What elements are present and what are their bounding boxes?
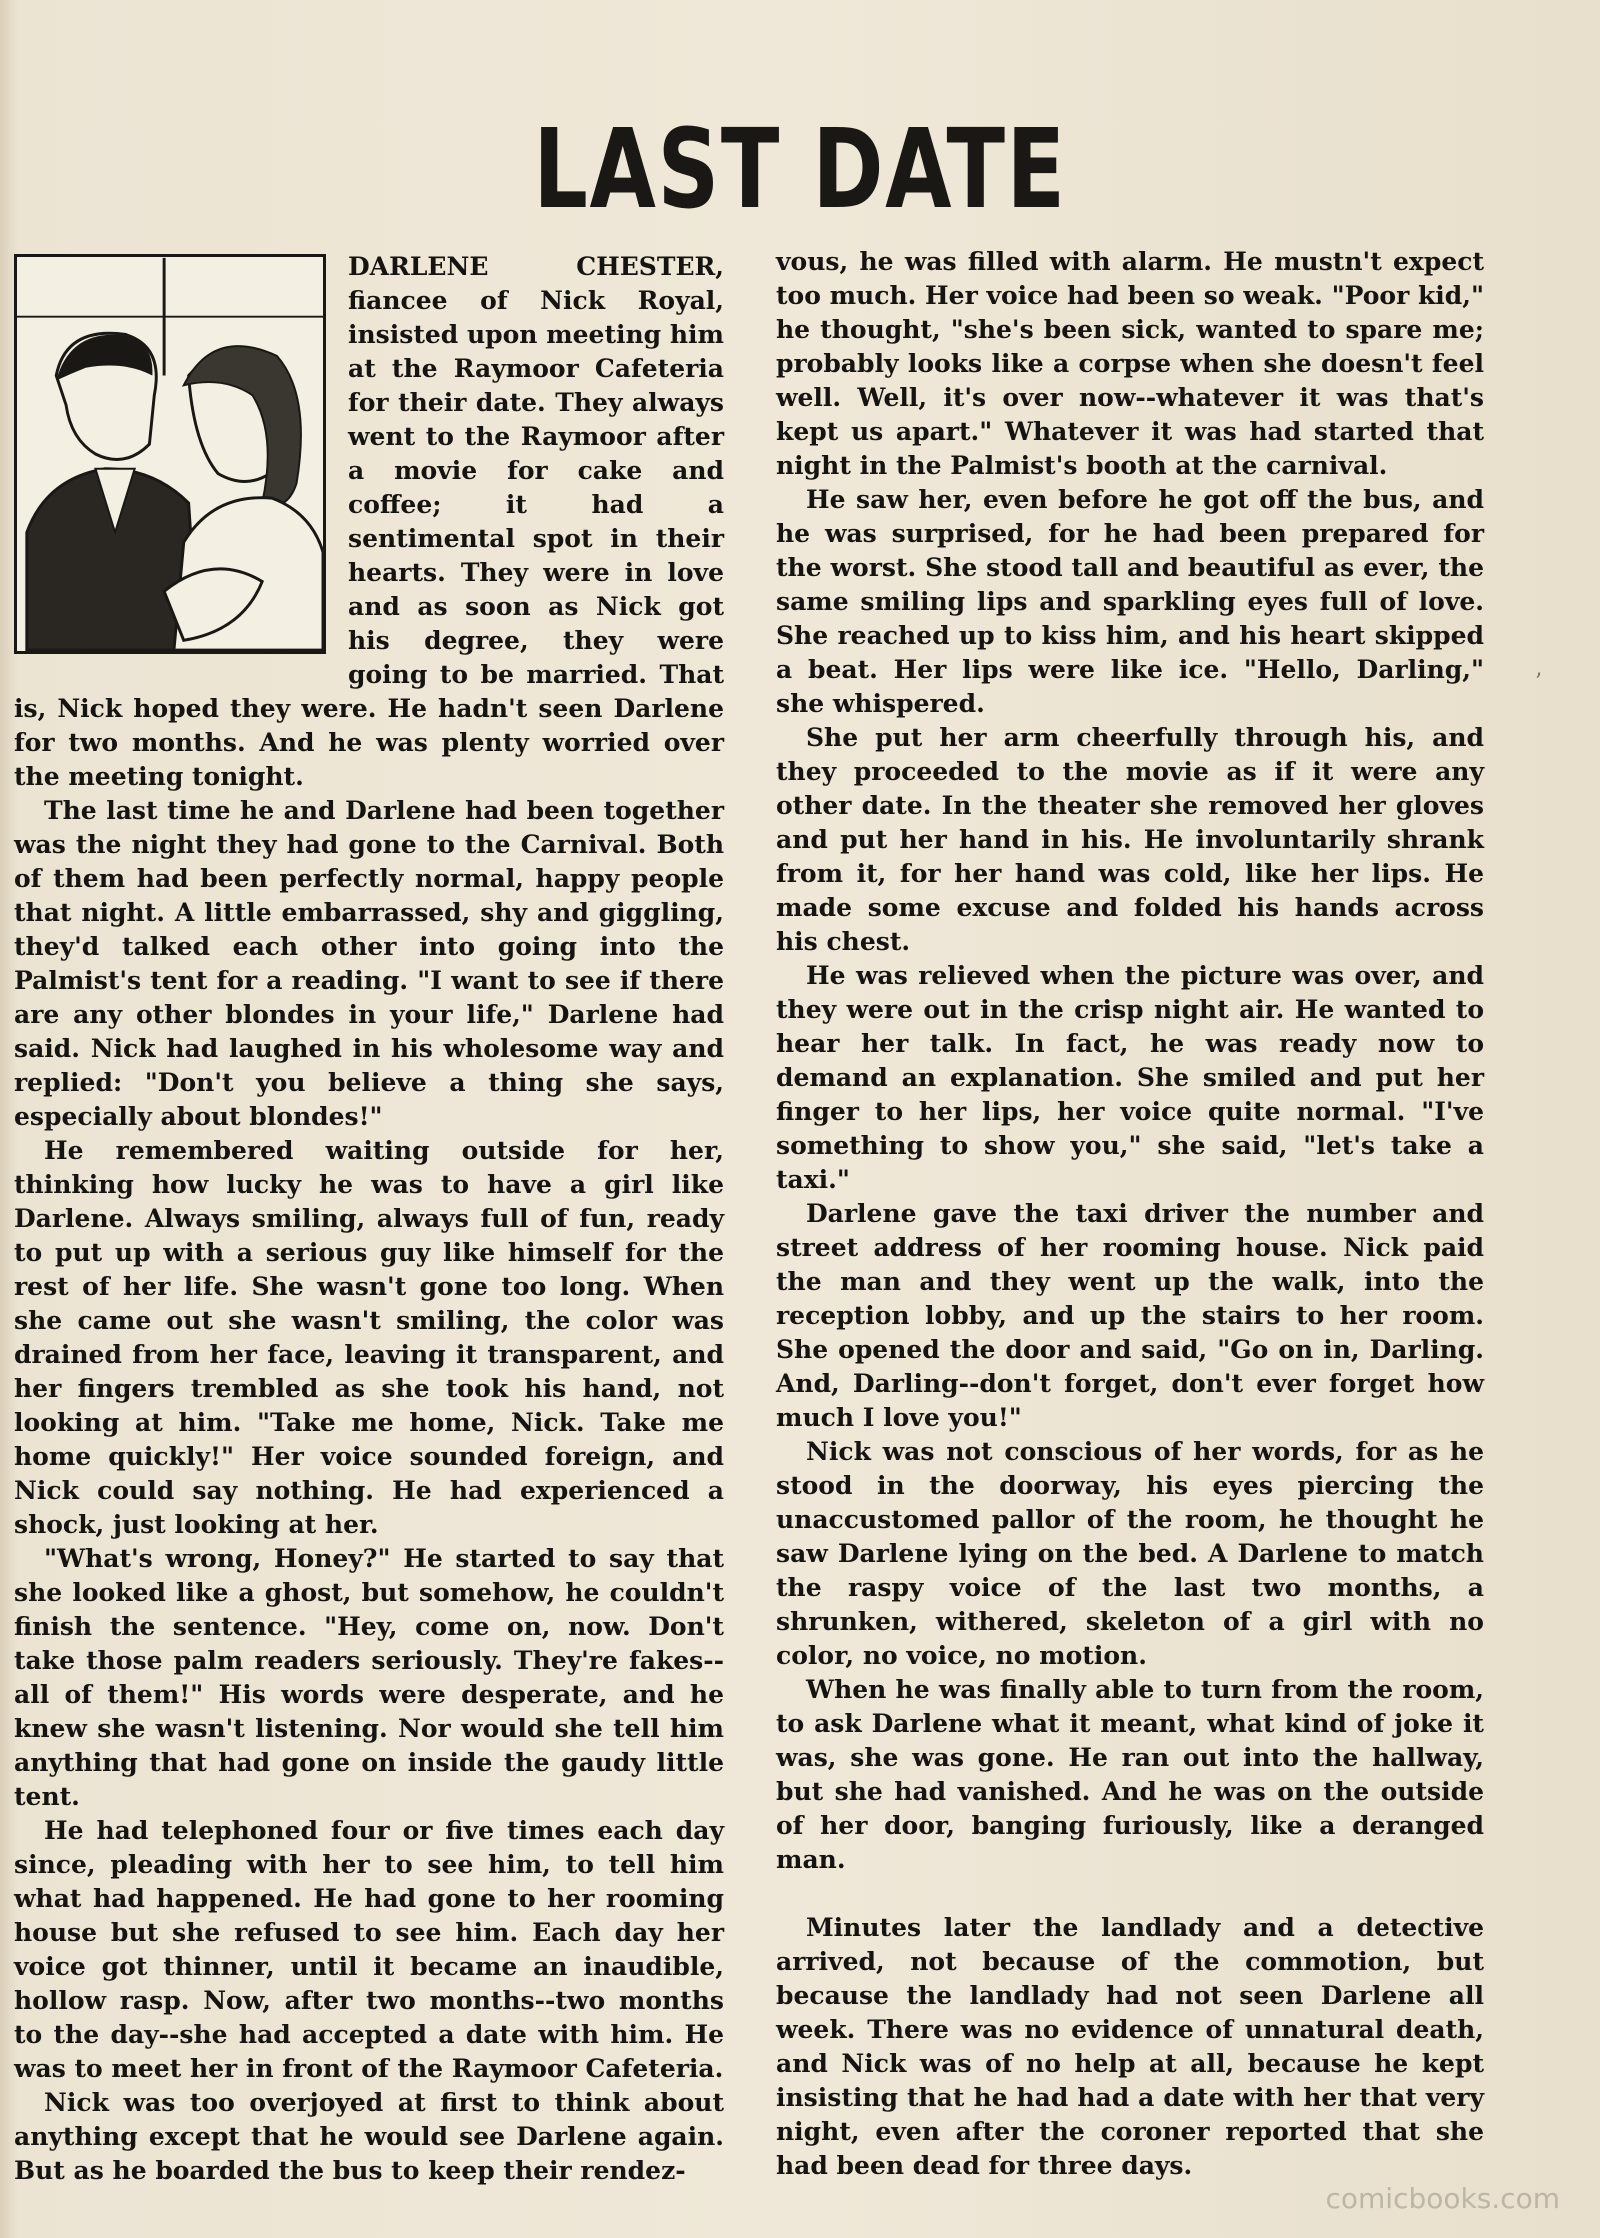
paragraph: Minutes later the landlady and a detective arrived, not because of the commotion, but because the landlady had not seen Darlene all week. There was no evidence of unnatural death, and Nick was of no help at all, because he kept insisting that he had had a date with her that very night, even after the coroner reported that she had been dead for three days. <box>776 1913 1484 2180</box>
paragraph: Nick was not conscious of her words, for as he stood in the doorway, his eyes piercing the unaccustomed pallor of the room, he thought he saw Darlene lying on the bed. A Darlene to match the raspy voice of the last two months, a shrunken, withered, skeleton of a girl with no color, no voice, no motion. <box>776 1437 1484 1670</box>
page-mark: ’ <box>1535 670 1542 695</box>
couple-illustration-icon <box>17 257 323 651</box>
left-column <box>14 250 724 2188</box>
paragraph: He remembered waiting outside for her, thinking how lucky he was to have a girl like Darlene. Always smiling, always full of fun, ready to put up with a serious guy like himself for the rest of her life. She wasn't gone too long. When she came out she wasn't smiling, the color was drained from her face, leaving it transparent, and her fingers trembled as she took his hand, not looking at him. "Take me home, Nick. Take me home quickly!" Her voice sounded foreign, and Nick could say nothing. He had experienced a shock, just looking at her. <box>14 1136 724 1539</box>
paragraph: Nick was too overjoyed at first to think about anything except that he would see Darlene again. But as he boarded the bus to keep their rendez- <box>14 2088 724 2185</box>
paragraph: DARLENE CHESTER, fiancee of Nick Royal, insisted upon meeting him at the Raymoor Cafeteria for their date. They always went to the Raymoor after a movie for cake and coffee; it had a sentimental spot in their hearts. They were in love and as soon as Nick got his degree, they were going to be married. That is, Nick hoped they were. He hadn't seen Darlene for two months. And he was plenty worried over the meeting tonight. <box>14 252 724 791</box>
paragraph: He was relieved when the picture was over, and they were out in the crisp night air. He wanted to hear her talk. In fact, he was ready now to demand an explanation. She smiled and put her finger to her lips, her voice quite normal. "I've something to show you," she said, "let's take a taxi." <box>776 961 1484 1194</box>
section-break <box>776 1877 1484 1911</box>
paragraph: She put her arm cheerfully through his, and they proceeded to the movie as if it were any other date. In the theater she removed her gloves and put her hand in his. He involuntarily shrank from it, for her hand was cold, like her lips. He made some excuse and folded his hands across his chest. <box>776 723 1484 956</box>
paragraph: He saw her, even before he got off the bus, and he was surprised, for he had been prepared for the worst. She stood tall and beautiful as ever, the same smiling lips and sparkling eyes full of love. She reached up to kiss him, and his heart skipped a beat. Her lips were like ice. "Hello, Darling," she whispered. <box>776 485 1484 718</box>
paragraph: The last time he and Darlene had been together was the night they had gone to the Carnival. Both of them had been perfectly normal, happy people that night. A little embarrassed, shy and giggling, they'd talked each other into going into the Palmist's tent for a reading. "I want to see if there are any other blondes in your life," Darlene had said. Nick had laughed in his wholesome way and replied: "Don't you believe a thing she says, especially about blondes!" <box>14 796 724 1131</box>
paragraph: He had telephoned four or five times each day since, pleading with her to see him, to tell him what had happened. He had gone to her rooming house but she refused to see him. Each day her voice got thinner, until it became an inaudible, hollow rasp. Now, after two months--two months to the day--she had accepted a date with him. He was to meet her in front of the Raymoor Cafeteria. <box>14 1816 724 2083</box>
paragraph: "What's wrong, Honey?" He started to say that she looked like a ghost, but somehow, he couldn't finish the sentence. "Hey, come on, now. Don't take those palm readers seriously. They're fakes--all of them!" His words were desperate, and he knew she wasn't listening. Nor would she tell him anything that had gone on inside the gaudy little tent. <box>14 1544 724 1811</box>
story-illustration <box>14 254 326 654</box>
right-column <box>776 245 1484 2183</box>
story-title: LAST DATE <box>533 105 1067 233</box>
paragraph: Darlene gave the taxi driver the number and street address of her rooming house. Nick paid the man and they went up the walk, into the reception lobby, and up the stairs to her room. She opened the door and said, "Go on in, Darling. And, Darling--don't forget, don't ever forget how much I love you!" <box>776 1199 1484 1432</box>
paragraph: When he was finally able to turn from the room, to ask Darlene what it meant, what kind of joke it was, she was gone. He ran out into the hallway, but she had vanished. And he was on the outside of her door, banging furiously, like a deranged man. <box>776 1675 1484 1874</box>
watermark: comicbooks.com <box>1325 2182 1560 2215</box>
paragraph: vous, he was filled with alarm. He mustn't expect too much. Her voice had been so weak. "Poor kid," he thought, "she's been sick, wanted to spare me; probably looks like a corpse when she doesn't feel well. Well, it's over now--whatever it was that's kept us apart." Whatever it was had started that night in the Palmist's booth at the carnival. <box>776 247 1484 480</box>
